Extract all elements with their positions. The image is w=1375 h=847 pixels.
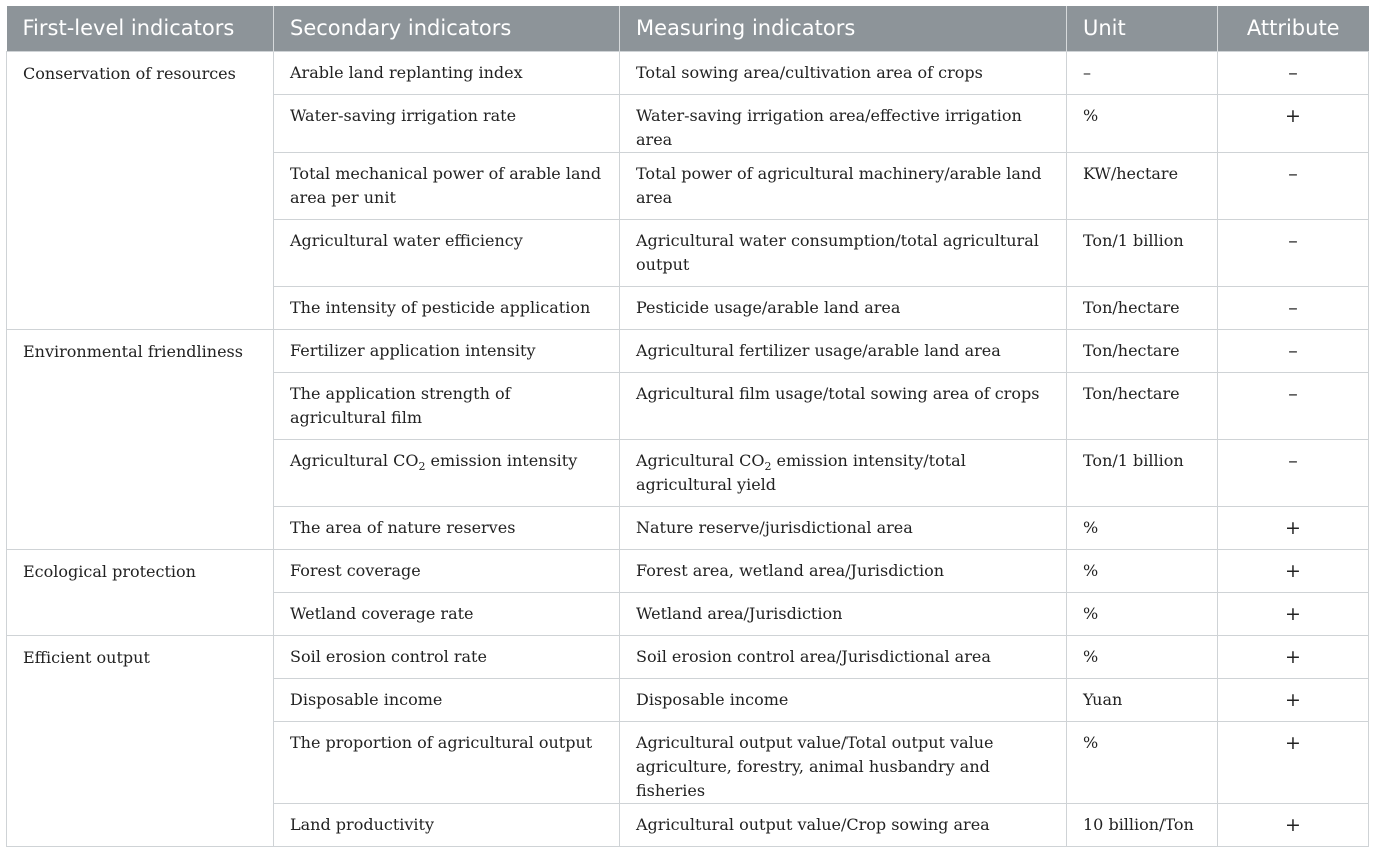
table-row (7, 329, 1369, 372)
table-body (7, 51, 1369, 846)
unit-cell: % (1067, 506, 1218, 549)
table-row (7, 549, 1369, 592)
measuring-cell: Total power of agricultural machinery/arable land area (620, 152, 1067, 219)
table-row (7, 635, 1369, 678)
measuring-text-post: emission intensity/total agricultural yield (636, 450, 966, 494)
group-name-cell: Efficient output (7, 635, 274, 846)
measuring-cell (620, 439, 1067, 506)
attribute-cell: + (1218, 549, 1369, 592)
unit-cell: Ton/hectare (1067, 329, 1218, 372)
secondary-cell: The proportion of agricultural output (274, 721, 620, 803)
table-row (7, 51, 1369, 94)
measuring-cell: Disposable income (620, 678, 1067, 721)
measuring-cell: Agricultural water consumption/total agricultural output (620, 219, 1067, 286)
subscript-two: 2 (764, 459, 772, 473)
secondary-text-post: emission intensity (425, 450, 578, 470)
table-header (7, 6, 1369, 51)
header-measuring: Measuring indicators (620, 6, 1067, 51)
header-unit: Unit (1067, 6, 1218, 51)
unit-cell: – (1067, 51, 1218, 94)
subscript-two: 2 (418, 459, 426, 473)
secondary-cell: Forest coverage (274, 549, 620, 592)
unit-cell: Ton/1 billion (1067, 219, 1218, 286)
unit-cell: % (1067, 592, 1218, 635)
group-name-cell: Environmental friendliness (7, 329, 274, 549)
attribute-cell: + (1218, 721, 1369, 803)
unit-cell: 10 billion/Ton (1067, 803, 1218, 846)
measuring-cell: Pesticide usage/arable land area (620, 286, 1067, 329)
unit-cell: % (1067, 635, 1218, 678)
attribute-cell: + (1218, 94, 1369, 152)
measuring-cell: Agricultural output value/Total output value agriculture, forestry, animal husbandry and fisheries (620, 721, 1067, 803)
measuring-text-pre: Agricultural CO (636, 450, 765, 470)
secondary-cell: Land productivity (274, 803, 620, 846)
secondary-cell: Agricultural water efficiency (274, 219, 620, 286)
secondary-cell: Disposable income (274, 678, 620, 721)
unit-cell: Yuan (1067, 678, 1218, 721)
attribute-cell: – (1218, 51, 1369, 94)
attribute-cell: – (1218, 329, 1369, 372)
secondary-cell: Water-saving irrigation rate (274, 94, 620, 152)
measuring-cell: Agricultural fertilizer usage/arable land area (620, 329, 1067, 372)
secondary-text-pre: Agricultural CO (290, 450, 419, 470)
measuring-cell: Nature reserve/jurisdictional area (620, 506, 1067, 549)
attribute-cell: + (1218, 592, 1369, 635)
header-first-level: First-level indicators (7, 6, 274, 51)
secondary-cell: Soil erosion control rate (274, 635, 620, 678)
measuring-cell: Forest area, wetland area/Jurisdiction (620, 549, 1067, 592)
measuring-cell: Agricultural output value/Crop sowing area (620, 803, 1067, 846)
unit-cell: Ton/hectare (1067, 286, 1218, 329)
secondary-cell: Wetland coverage rate (274, 592, 620, 635)
attribute-cell: + (1218, 803, 1369, 846)
measuring-cell: Total sowing area/cultivation area of crops (620, 51, 1067, 94)
secondary-cell: The intensity of pesticide application (274, 286, 620, 329)
attribute-cell: – (1218, 219, 1369, 286)
unit-cell: KW/hectare (1067, 152, 1218, 219)
secondary-cell: The application strength of agricultural film (274, 372, 620, 439)
unit-cell: % (1067, 549, 1218, 592)
indicator-table-wrapper (6, 6, 1368, 847)
measuring-cell: Water-saving irrigation area/effective irrigation area (620, 94, 1067, 152)
secondary-cell (274, 439, 620, 506)
measuring-cell: Agricultural film usage/total sowing area of crops (620, 372, 1067, 439)
group-name-cell: Conservation of resources (7, 51, 274, 329)
secondary-cell: Arable land replanting index (274, 51, 620, 94)
header-secondary: Secondary indicators (274, 6, 620, 51)
secondary-cell: Total mechanical power of arable land area per unit (274, 152, 620, 219)
group-name-cell: Ecological protection (7, 549, 274, 635)
unit-cell: Ton/1 billion (1067, 439, 1218, 506)
attribute-cell: – (1218, 152, 1369, 219)
secondary-cell: The area of nature reserves (274, 506, 620, 549)
attribute-cell: + (1218, 678, 1369, 721)
unit-cell: Ton/hectare (1067, 372, 1218, 439)
attribute-cell: – (1218, 372, 1369, 439)
measuring-cell: Wetland area/Jurisdiction (620, 592, 1067, 635)
attribute-cell: – (1218, 286, 1369, 329)
measuring-cell: Soil erosion control area/Jurisdictional area (620, 635, 1067, 678)
attribute-cell: – (1218, 439, 1369, 506)
attribute-cell: + (1218, 506, 1369, 549)
header-attribute: Attribute (1218, 6, 1369, 51)
unit-cell: % (1067, 721, 1218, 803)
indicator-table (6, 6, 1369, 847)
unit-cell: % (1067, 94, 1218, 152)
attribute-cell: + (1218, 635, 1369, 678)
secondary-cell: Fertilizer application intensity (274, 329, 620, 372)
